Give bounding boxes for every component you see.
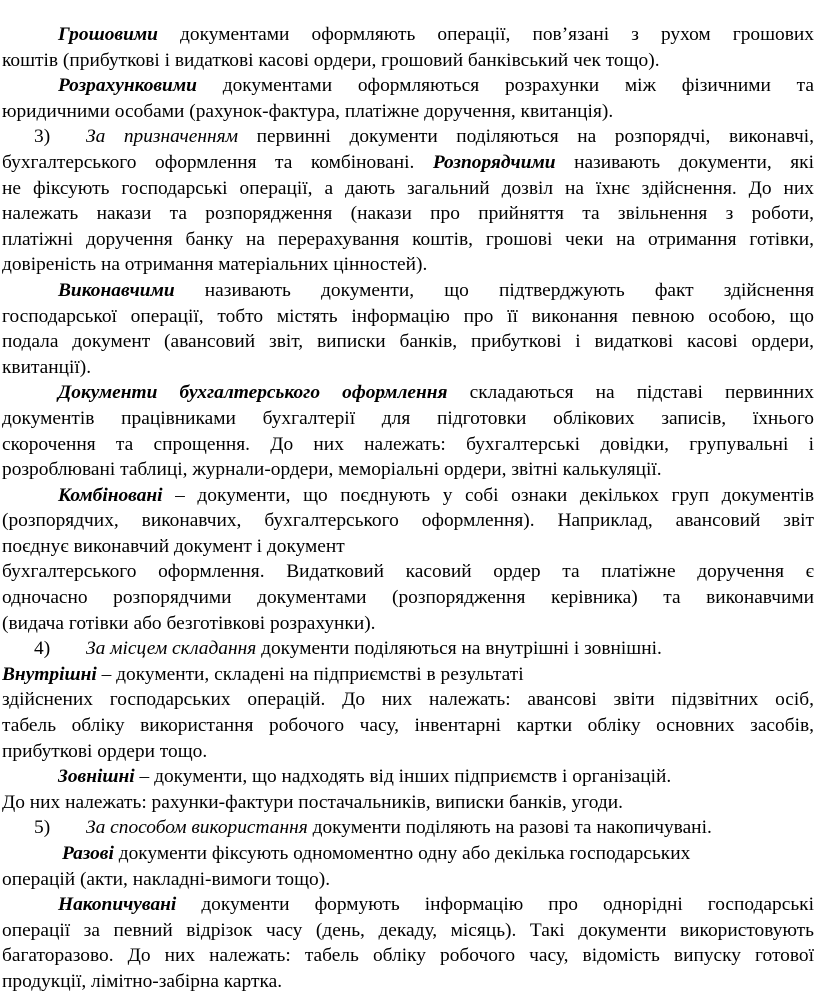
text-line: прибуткові ордери тощо.: [2, 740, 208, 762]
text-span: документи поділяються на внутрішні і зовнішні.: [261, 638, 662, 660]
text-line: [2, 124, 814, 150]
text-line: коштів (прибуткові і видаткові касові ордери, грошовий банківський чек тощо).: [2, 49, 660, 71]
term-executive-documents: Виконавчими: [58, 279, 175, 301]
text-line: продукції, лімітно-забірна картка.: [2, 970, 283, 992]
term-internal-documents: Внутрішні: [2, 663, 97, 685]
classification-heading: За призначенням: [86, 126, 239, 148]
text-line: [2, 841, 814, 867]
text-line: поєднує виконавчий документ і документ: [2, 535, 345, 557]
text-span: документи формують інформацію про однорідні господарські: [201, 894, 814, 916]
text-line: скорочення та спрощення. До них належать: бухгалтерські довідки, групувальні і: [2, 433, 814, 455]
classification-heading: За способом використання: [86, 817, 308, 839]
term-settlement-documents: Розрахунковими: [58, 75, 197, 97]
text-span: складаються на підставі первинних: [469, 382, 814, 404]
text-line: [2, 278, 814, 304]
text-line: (розпорядчих, виконавчих, бухгалтерського оформлення). Наприклад, авансовий звіт: [2, 510, 814, 532]
term-external-documents: Зовнішні: [58, 766, 135, 788]
text-line: бухгалтерського оформлення. Видатковий касовий ордер та платіжне доручення є: [2, 561, 814, 583]
list-number: 4): [34, 638, 51, 660]
text-line: юридичними особами (рахунок-фактура, платіжне доручення, квитанція).: [2, 100, 614, 122]
text-line: платіжні доручення банку на перерахування коштів, грошові чеки на отримання готівки,: [2, 228, 814, 250]
term-single-documents: Разові: [62, 843, 114, 864]
text-line: документів працівниками бухгалтерії для підготовки облікових записів, їхнього: [2, 407, 814, 429]
text-line: квитанції).: [2, 356, 92, 378]
classification-heading: За місцем складання: [86, 638, 257, 660]
text-span: первинні документи поділяються на розпорядчі, виконавчі,: [256, 126, 814, 148]
text-line: До них належать: рахунки-фактури постачальників, виписки банків, угоди.: [2, 791, 623, 813]
text-span: документи фіксують одномоментно одну або декілька господарських: [118, 843, 691, 864]
text-line: [2, 73, 814, 99]
text-line: належать накази та розпорядження (накази про прийняття та звільнення з роботи,: [2, 203, 814, 225]
text-line: не фіксують господарські операції, а дають загальний дозвіл на їхнє здійснення. До них: [2, 177, 814, 199]
text-span: документами оформляються розрахунки між фізичними та: [222, 75, 814, 97]
text-span: – документи, що надходять від інших підприємств і організацій.: [139, 766, 672, 788]
text-span: – документи, що поєднують у собі ознаки декількох груп документів: [175, 484, 814, 506]
text-line: подала документ (авансовий звіт, виписки банків, прибуткові і видаткові касові ордери,: [2, 331, 814, 353]
term-cumulative-documents: Накопичувані: [58, 894, 177, 916]
text-span: називають документи, які: [574, 151, 814, 173]
text-line: [2, 636, 814, 662]
text-line: [2, 483, 814, 509]
text-line: [2, 815, 814, 841]
text-line: табель обліку використання робочого часу, інвентарні картки обліку основних засобів,: [2, 715, 814, 737]
text-line: (видача готівки або безготівкові розрахунки).: [2, 612, 376, 634]
text-line: [2, 380, 814, 406]
text-line: операцій (акти, накладні-вимоги тощо).: [2, 868, 331, 890]
text-line: [2, 764, 814, 790]
term-cash-documents: Грошовими: [58, 24, 158, 45]
text-span: бухгалтерського оформлення та комбіновані.: [2, 151, 415, 173]
text-span: називають документи, що підтверджують факт здійснення: [204, 279, 814, 301]
text-line: [2, 892, 814, 918]
term-administrative-documents: Розпорядчими: [432, 151, 556, 173]
list-number: 3): [34, 126, 51, 148]
text-line: [2, 22, 814, 48]
text-line: розроблювані таблиці, журнали-ордери, меморіальні ордери, звітні калькуляції.: [2, 459, 662, 481]
term-accounting-documents: Документи бухгалтерського оформлення: [58, 382, 448, 404]
text-span: – документи, складені на підприємстві в результаті: [101, 663, 524, 685]
text-line: [2, 662, 814, 688]
text-line: здійснених господарських операцій. До них належать: авансові звіти підзвітних осіб,: [2, 689, 814, 711]
text-line: довіреність на отримання матеріальних цінностей).: [2, 254, 428, 276]
text-line: операції за певний відрізок часу (день, декаду, місяць). Такі документи використовують: [2, 919, 814, 941]
text-span: документами оформляють операції, пов’язані з рухом грошових: [180, 24, 814, 45]
text-line: господарської операції, тобто містять інформацію про її виконання певною особою, що: [2, 305, 814, 327]
term-combined-documents: Комбіновані: [58, 484, 163, 506]
text-line: [2, 150, 814, 176]
text-line: одночасно розпорядчими документами (розпорядження керівника) та виконавчими: [2, 587, 814, 609]
text-span: документи поділяють на разові та накопичувані.: [312, 817, 712, 839]
text-line: багаторазово. До них належать: табель обліку робочого часу, відомість випуску готової: [2, 945, 814, 967]
list-number: 5): [34, 817, 51, 839]
